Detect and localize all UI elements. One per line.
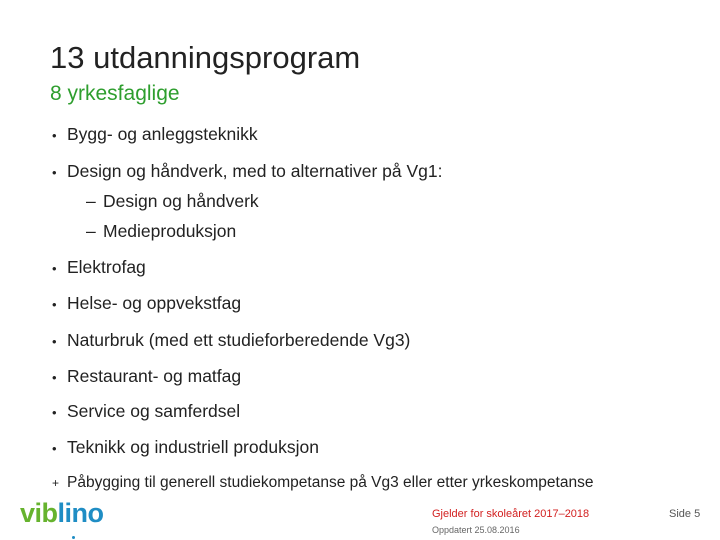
bullet-icon: • (52, 128, 57, 143)
list-item (52, 124, 258, 145)
list-item-label: Naturbruk (med ett studieforberedende Vg3) (67, 330, 411, 350)
list-item-label: Restaurant- og matfag (67, 366, 242, 386)
vilbo-logo: viblino (20, 498, 104, 529)
list-item-label: Teknikk og industriell produksjon (67, 437, 319, 457)
logo-dot (72, 536, 75, 539)
list-item (52, 401, 240, 422)
slide-number: Side 5 (669, 508, 701, 520)
bullet-icon: • (52, 261, 57, 276)
bullet-icon: • (52, 405, 57, 420)
list-item-label: Service og samferdsel (67, 401, 241, 421)
dash-icon: – (86, 221, 96, 241)
extra-note (52, 474, 593, 492)
list-item (52, 257, 146, 278)
bullet-icon: • (52, 370, 57, 385)
list-item (52, 437, 319, 458)
sub-list-item-label: Medieproduksjon (103, 221, 237, 241)
list-item (52, 293, 241, 314)
bullet-icon: • (52, 297, 57, 312)
sub-list-item (86, 191, 259, 212)
slide-title: 13 utdanningsprogram (50, 40, 361, 75)
updated-date: Oppdatert 25.08.2016 (432, 525, 520, 535)
sub-list-item-label: Design og håndverk (103, 191, 259, 211)
extra-note-label: Påbygging til generell studiekompetanse på Vg3 eller etter yrkeskompetanse (67, 474, 594, 491)
list-item-label: Helse- og oppvekstfag (67, 293, 242, 313)
validity-note: Gjelder for skoleåret 2017–2018 (432, 508, 590, 520)
list-item-label: Design og håndverk, med to alternativer på Vg1: (67, 161, 443, 181)
list-item (52, 161, 443, 182)
list-item (52, 330, 410, 351)
bullet-icon: • (52, 334, 57, 349)
sub-list-item (86, 221, 236, 242)
dash-icon: – (86, 191, 96, 211)
list-item-label: Bygg- og anleggsteknikk (67, 124, 258, 144)
list-item (52, 366, 241, 387)
bullet-icon: • (52, 165, 57, 180)
list-item-label: Elektrofag (67, 257, 146, 277)
plus-icon: + (52, 476, 60, 490)
bullet-icon: • (52, 441, 57, 456)
slide-subtitle: 8 yrkesfaglige (50, 82, 180, 105)
